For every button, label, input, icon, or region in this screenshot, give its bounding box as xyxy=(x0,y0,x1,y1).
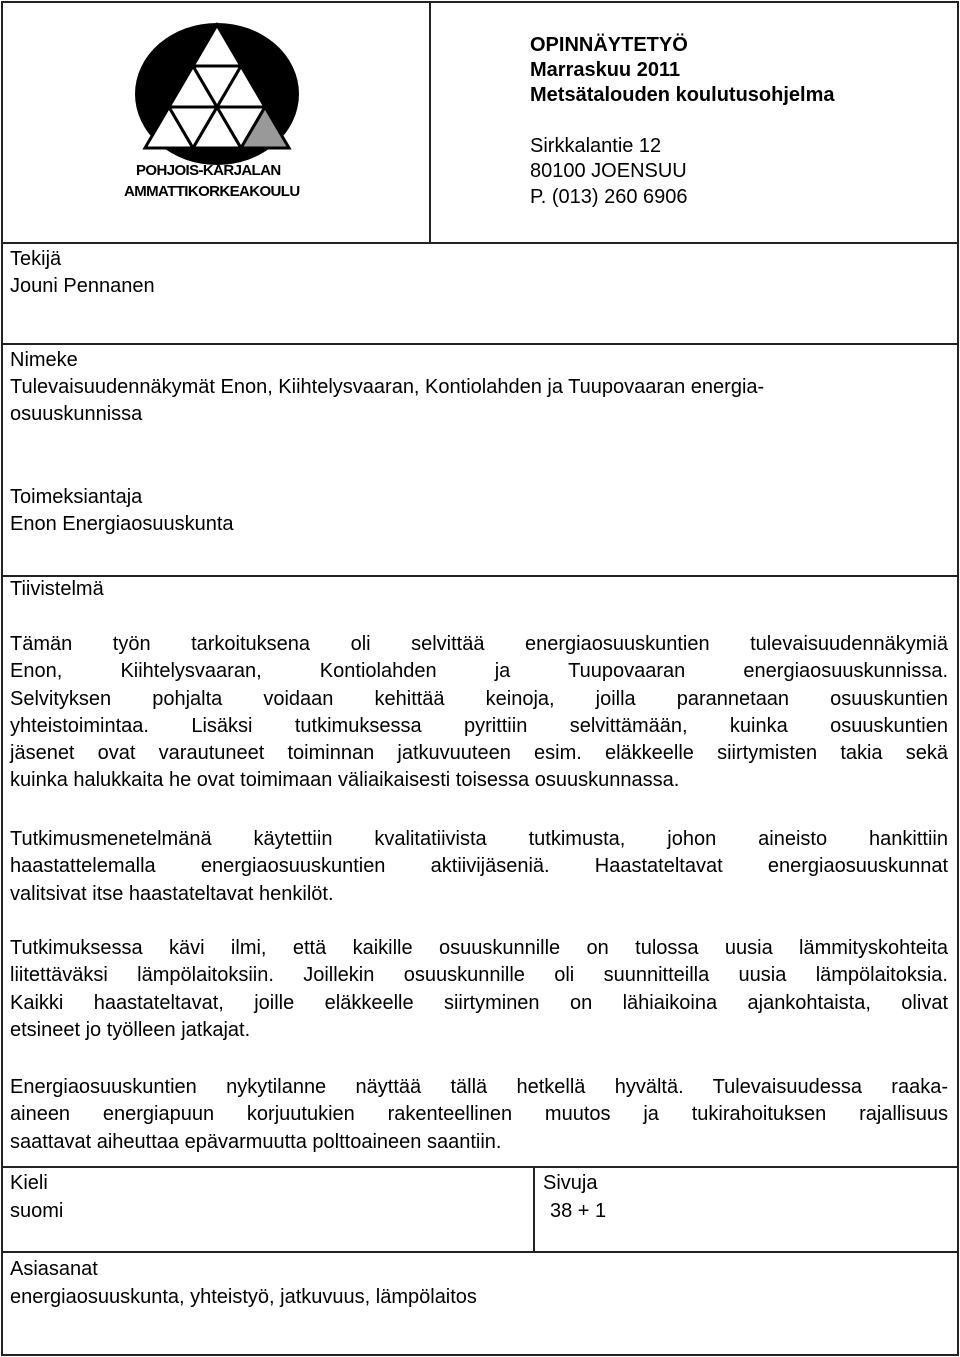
abstract-p1-line: Tämän työn tarkoituksena oli selvittää energiaosuuskuntien tulevaisuudennäkymiä xyxy=(10,633,948,655)
title-label: Nimeke xyxy=(10,349,78,371)
title-line-2: osuuskunnissa xyxy=(10,403,143,425)
school-logo xyxy=(120,22,320,212)
address-street: Sirkkalantie 12 xyxy=(530,135,662,157)
language-cell xyxy=(1,1166,535,1253)
abstract-p1-line: yhteistoimintaa. Lisäksi tutkimuksessa pyrittiin selvittämään, kuinka osuuskuntien xyxy=(10,714,948,737)
logo-text-line1: POHJOIS-KARJALAN xyxy=(136,162,281,179)
abstract-p1-line: kuinka halukkaita he ovat toimimaan väliaikaisesti toisessa osuuskunnassa. xyxy=(10,769,680,792)
keywords-label: Asiasanat xyxy=(10,1258,98,1280)
abstract-p3-line: Kaikki haastateltavat, joille eläkkeelle siirtyminen on lähiaikoina ajankohtaista, olivat xyxy=(10,991,948,1014)
abstract-p4-line: saattavat aiheuttaa epävarmuutta polttoaineen saantiin. xyxy=(10,1130,502,1153)
abstract-p2-line: haastattelemalla energiaosuuskuntien aktiivijäseniä. Haastateltavat energiaosuuskunnat xyxy=(10,855,948,878)
abstract-p2-line: Tutkimusmenetelmänä käytettiin kvalitatiivista tutkimusta, johon aineisto hankittiin xyxy=(10,828,948,850)
abstract-p1-line: Enon, Kiihtelysvaaran, Kontiolahden ja Tuupovaaran energiaosuuskunnissa. xyxy=(10,660,948,683)
abstract-p3-line: etsineet jo työlleen jatkajat. xyxy=(10,1018,251,1041)
logo-text-line2: AMMATTIKORKEAKOULU xyxy=(124,183,300,200)
commissioner-label: Toimeksiantaja xyxy=(10,486,143,508)
author-label: Tekijä xyxy=(10,248,62,270)
commissioner-name: Enon Energiaosuuskunta xyxy=(10,513,234,535)
keywords-value: energiaosuuskunta, yhteistyö, jatkuvuus, lämpölaitos xyxy=(10,1286,477,1308)
abstract-paragraph-3 xyxy=(10,935,948,1044)
document-type: OPINNÄYTETYÖ xyxy=(530,34,688,56)
phone-number: P. (013) 260 6906 xyxy=(530,186,688,208)
header-info-cell xyxy=(429,1,959,244)
abstract-p1-line: jäsenet ovat varautuneet toiminnan jatkuvuuteen esim. eläkkeelle siirtymisten takia sekä xyxy=(10,742,948,765)
abstract-p4-line: aineen energiapuun korjuutukien rakenteellinen muutos ja tukirahoituksen rajallisuus xyxy=(10,1103,948,1126)
abstract-p4-line: Energiaosuuskuntien nykytilanne näyttää tällä hetkellä hyvältä. Tulevaisuudessa raaka- xyxy=(10,1076,948,1098)
logo-emblem-icon xyxy=(120,22,320,172)
language-value: suomi xyxy=(10,1200,64,1222)
author-name: Jouni Pennanen xyxy=(10,275,155,297)
degree-programme: Metsätalouden koulutusohjelma xyxy=(530,84,835,106)
abstract-label: Tiivistelmä xyxy=(10,578,104,600)
document-date: Marraskuu 2011 xyxy=(530,59,681,81)
pages-value: 38 + 1 xyxy=(550,1200,607,1222)
abstract-p1-line: Selvityksen pohjalta voidaan kehittää keinoja, joilla parannetaan osuuskuntien xyxy=(10,687,948,710)
abstract-p3-line: Tutkimuksessa kävi ilmi, että kaikille osuuskunnille on tulossa uusia lämmityskohteita xyxy=(10,937,948,959)
abstract-p2-line: valitsivat itse haastateltavat henkilöt. xyxy=(10,882,334,905)
abstract-paragraph-1 xyxy=(10,631,948,795)
language-label: Kieli xyxy=(10,1172,48,1194)
title-line-1: Tulevaisuudennäkymät Enon, Kiihtelysvaaran, Kontiolahden ja Tuupovaaran energia- xyxy=(10,376,765,398)
abstract-p3-line: liitettäväksi lämpölaitoksiin. Joillekin osuuskunnille oli suunnitteilla uusia lämpölaitoksia. xyxy=(10,964,948,987)
pages-label: Sivuja xyxy=(543,1172,598,1194)
address-city: 80100 JOENSUU xyxy=(530,160,687,182)
abstract-paragraph-4 xyxy=(10,1074,948,1156)
abstract-paragraph-2 xyxy=(10,826,948,908)
